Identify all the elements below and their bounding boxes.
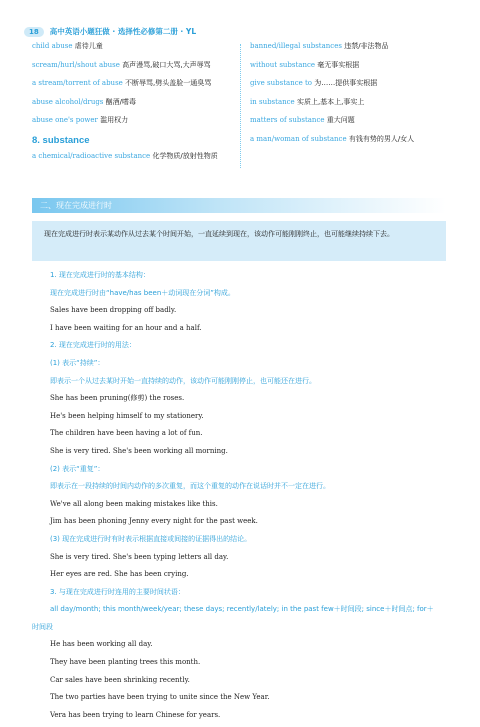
vocab-entry xyxy=(32,152,232,161)
vocab-chinese: 违禁/非法物品 xyxy=(344,42,389,50)
grammar-note: 时间段 xyxy=(32,622,53,631)
vocab-right-column xyxy=(250,42,460,153)
example-sentence: He's been helping himself to my stationery. xyxy=(50,411,204,420)
vocab-english: matters of substance xyxy=(250,116,325,124)
vocab-english: a chemical/radioactive substance xyxy=(32,151,151,160)
vocab-english: abuse alcohol/drugs xyxy=(32,97,104,106)
vocab-english: child abuse xyxy=(32,42,73,50)
definition-text: 现在完成进行时表示某动作从过去某个时间开始，一直延续到现在，该动作可能刚刚终止，也可能继续持续下去。 xyxy=(44,230,394,238)
grammar-note: 2. 现在完成进行时的用法： xyxy=(50,341,136,350)
vocab-chinese: 毫无事实根据 xyxy=(317,60,360,69)
definition-box xyxy=(32,221,446,261)
example-sentence: Jim has been phoning Jenny every night for the past week. xyxy=(50,517,258,526)
vocab-english: banned/illegal substances xyxy=(250,42,342,50)
vocab-chinese: 为……提供事实根据 xyxy=(314,79,378,87)
example-sentence: Her eyes are red. She has been crying. xyxy=(50,570,189,579)
vocab-entry xyxy=(32,98,232,107)
grammar-note: 1. 现在完成进行时的基本结构： xyxy=(50,271,150,279)
example-sentence: Car sales have been shrinking recently. xyxy=(50,675,190,684)
vocabulary-columns xyxy=(32,42,452,170)
example-sentence: Sales have been dropping off badly. xyxy=(50,306,177,315)
grammar-note: 现在完成进行时由“have/has been＋动词现在分词”构成。 xyxy=(50,288,235,297)
vocab-english: a man/woman of substance xyxy=(250,134,347,143)
example-sentence: Vera has been trying to learn Chinese for years. xyxy=(50,710,221,719)
grammar-note: (2) 表示“重复”： xyxy=(50,464,105,473)
grammar-note: 即表示一个从过去某时开始一直持续的动作，该动作可能刚刚停止，也可能还在进行。 xyxy=(50,376,316,385)
vocab-chinese: 不断辱骂,劈头盖脸一通臭骂 xyxy=(125,79,212,87)
grammar-note: all day/month; this month/week/year; these days; recently/lately; in the past few＋时间段; since＋时间点; for＋ xyxy=(50,605,434,614)
heading-substance: 8. substance xyxy=(32,134,90,146)
vocab-entry xyxy=(250,42,460,51)
page-number: 18 xyxy=(24,27,44,37)
vocab-entry xyxy=(32,79,232,88)
vocab-chinese: 酗酒/嗜毒 xyxy=(105,97,136,106)
vocab-chinese: 高声漫骂,破口大骂,大声辱骂 xyxy=(122,60,211,69)
column-divider xyxy=(240,44,242,168)
vocab-english: a stream/torrent of abuse xyxy=(32,79,123,87)
example-sentence: They have been planting trees this month. xyxy=(50,658,201,667)
example-sentence: He has been working all day. xyxy=(50,640,153,649)
vocab-english: without substance xyxy=(250,60,316,69)
page-header xyxy=(24,26,196,37)
grammar-note: (3) 现在完成进行时有时表示根据直接或间接的证据得出的结论。 xyxy=(50,534,252,543)
vocab-chinese: 虐待儿童 xyxy=(74,42,103,50)
section-title-bar xyxy=(32,198,446,213)
example-sentence: We've all along been making mistakes like this. xyxy=(50,499,218,508)
vocab-entry xyxy=(250,79,460,88)
vocab-english: abuse one's power xyxy=(32,116,98,124)
vocab-entry xyxy=(32,116,232,125)
vocab-english: give substance to xyxy=(250,79,313,87)
book-title: 高中英语小题狂做 · 选择性必修第二册 · YL xyxy=(49,27,197,36)
vocab-chinese: 滥用权力 xyxy=(100,116,129,124)
vocab-entry xyxy=(250,135,460,144)
vocab-entry xyxy=(250,98,460,107)
example-sentence: The children have been having a lot of fun. xyxy=(50,429,203,438)
example-sentence: She is very tired. She's been typing letters all day. xyxy=(50,552,229,561)
vocab-chinese: 重大问题 xyxy=(326,116,355,124)
vocab-entry xyxy=(250,61,460,70)
vocab-chinese: 实质上,基本上,事实上 xyxy=(296,97,365,106)
grammar-body xyxy=(32,270,452,727)
vocab-english: scream/hurl/shout abuse xyxy=(32,60,120,69)
example-sentence: She is very tired. She's been working all morning. xyxy=(50,446,228,455)
section-title: 二、现在完成进行时 xyxy=(40,201,112,210)
vocab-english: in substance xyxy=(250,97,295,106)
grammar-note: (1) 表示“持续”： xyxy=(50,358,105,367)
grammar-note: 3. 与现在完成进行时连用的主要时间状语： xyxy=(50,587,185,596)
example-sentence: The two parties have been trying to unite since the New Year. xyxy=(50,693,270,702)
vocab-entry xyxy=(250,116,460,125)
example-sentence: She has been pruning(修剪) the roses. xyxy=(50,394,185,403)
example-sentence: I have been waiting for an hour and a half. xyxy=(50,323,202,332)
vocab-chinese: 化学物质/放射性物质 xyxy=(152,151,218,160)
grammar-note: 即表示在一段持续的时间内动作的多次重复，而这个重复的动作在说话时并不一定在进行。 xyxy=(50,482,330,491)
vocab-left-column xyxy=(32,42,232,170)
vocab-entry xyxy=(32,61,232,70)
vocab-chinese: 有钱有势的男人/女人 xyxy=(348,134,415,143)
vocab-entry xyxy=(32,42,232,51)
